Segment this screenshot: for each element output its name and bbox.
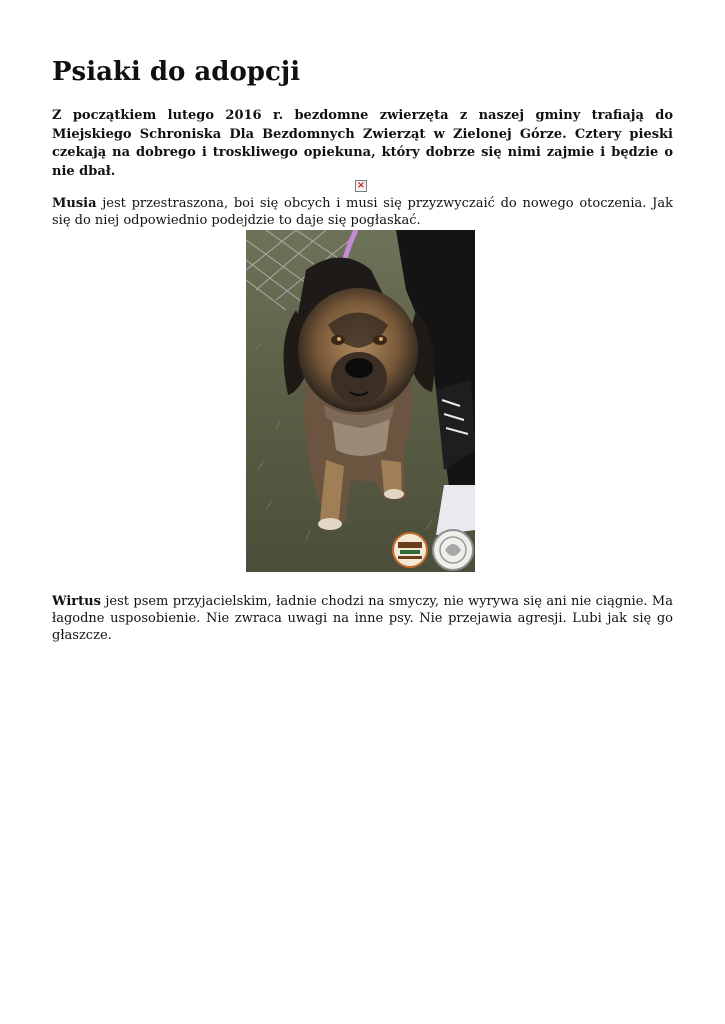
shelter-logo: [393, 533, 427, 567]
city-seal: [433, 530, 473, 570]
dog-photo-musia: [246, 230, 475, 572]
article-lead: Z początkiem lutego 2016 r. bezdomne zwierzęta z naszej gminy trafiają do Miejskiego Schroniska Dla Bezdomnych Zwierząt w Zielonej Górze. Cztery pieski czekają na dobrego i troskliwego opiekuna, który dobrze się nimi zajmie i będzie o nie dbał.: [52, 108, 673, 179]
broken-image-icon: ×: [356, 180, 366, 191]
dog-description-wirtus: [52, 593, 673, 644]
dog-text-musia: jest przestraszona, boi się obcych i musi się przyzwyczaić do nowego otoczenia. Jak się do niej odpowiednio podejdzie to daje się pogłaskać.: [52, 196, 673, 228]
page-title: Psiaki do adopcji: [52, 57, 301, 87]
dog-text-wirtus: jest psem przyjacielskim, ładnie chodzi na smyczy, nie wyrywa się ani nie ciągnie. Ma łagodne usposobienie. Nie zwraca uwagi na inne psy. Nie przejawia agresji. Lubi jak się go głaszcze.: [52, 594, 673, 643]
dog-name-wirtus: Wirtus: [52, 594, 101, 609]
dog-description-musia: [52, 195, 673, 229]
dog-name-musia: Musia: [52, 196, 97, 211]
